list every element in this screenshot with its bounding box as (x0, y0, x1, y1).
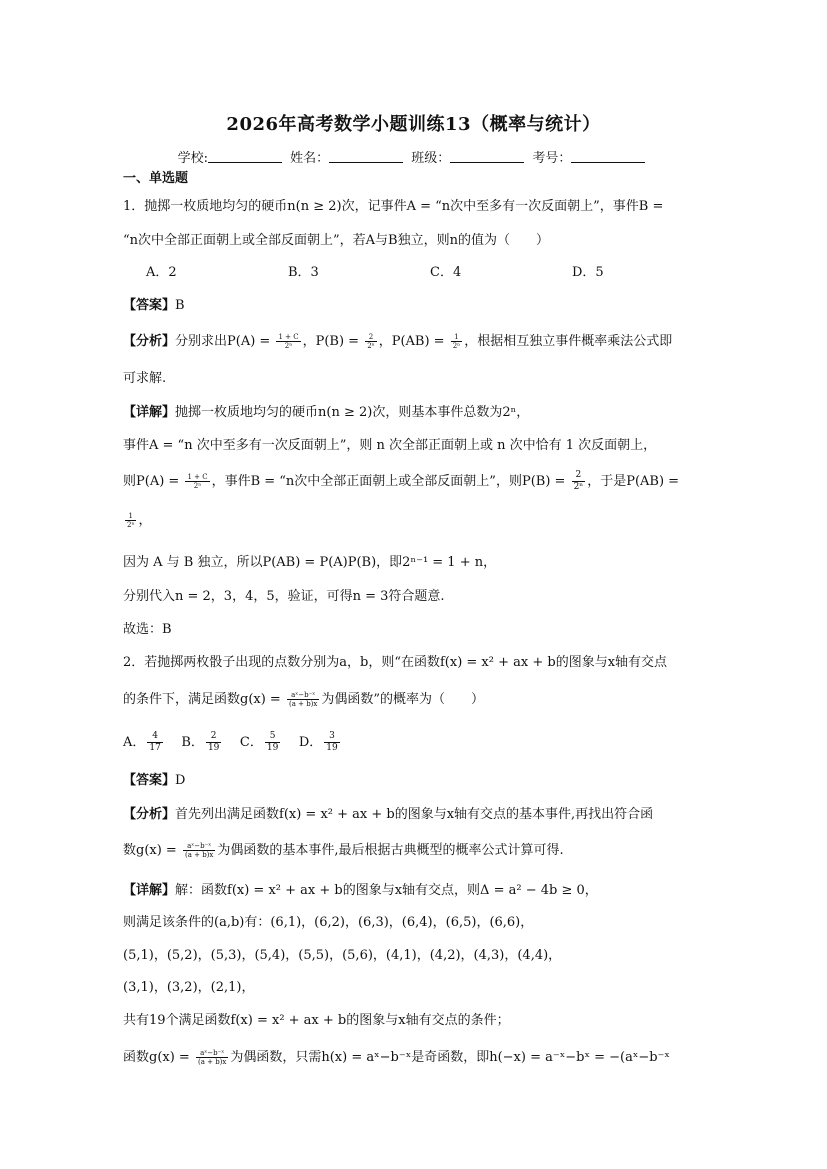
fraction (365, 333, 376, 350)
fraction (276, 333, 300, 350)
fraction-denominator: 19 (326, 743, 338, 753)
school-label: 学校: (177, 151, 208, 166)
fraction-denominator: 2ⁿ (367, 342, 375, 350)
section-heading: 一、单选题 (123, 171, 189, 186)
q2-detail-line-6 (123, 1046, 670, 1066)
fraction-denominator: 17 (149, 743, 161, 753)
number-label: 考号： (532, 151, 572, 166)
fraction (451, 333, 462, 350)
q1-detail-line-3 (123, 470, 679, 493)
class-label: 班级： (411, 151, 451, 166)
analysis-text: 分别求出P(A) = (175, 334, 271, 349)
fraction-denominator: 2ⁿ (284, 342, 293, 350)
fraction (196, 1049, 228, 1066)
class-blank[interactable] (450, 150, 524, 163)
fraction-denominator: 2ⁿ (193, 482, 202, 490)
q2-option-a-label: A． (123, 735, 146, 750)
analysis-tag: 【分析】 (123, 334, 176, 349)
analysis-text: ，P(AB) = (378, 334, 445, 349)
answer-tag: 【答案】 (123, 773, 176, 788)
detail-tag: 【详解】 (123, 405, 176, 420)
q2-option-a-fraction (147, 731, 162, 754)
fraction-denominator: 19 (266, 743, 279, 753)
q1-option-d: D．5 (572, 265, 604, 280)
fraction-numerator: 1 + C (278, 333, 299, 341)
fraction-numerator: 2 (206, 731, 221, 743)
q1-option-a: A．2 (146, 265, 177, 280)
fraction-denominator: 2ⁿ (573, 482, 584, 492)
q1-detail-line-6: 分别代入n = 2，3，4，5，验证，可得n = 3符合题意. (123, 589, 445, 604)
answer-value: B (175, 298, 185, 313)
q2-detail-line-5: 共有19个满足函数f(x) = x² + ax + b的图象与x轴有交点的条件； (123, 1013, 510, 1028)
fraction-numerator: 1 (125, 512, 136, 521)
q1-option-b: B．3 (288, 265, 319, 280)
q1-analysis-line-2: 可求解. (123, 371, 167, 386)
q2-detail-line-3: (5,1)，(5,2)，(5,3)，(5,4)，(5,5)，(5,6)，(4,1)，(4,2)，(4,3)，(4,4)， (123, 948, 562, 963)
fraction-numerator: 3 (324, 731, 339, 743)
fraction-numerator: 1 (451, 333, 462, 342)
fraction-denominator: 2ⁿ (127, 521, 135, 529)
q1-option-c: C．4 (430, 265, 462, 280)
fraction-denominator: 19 (207, 743, 220, 753)
q2-detail-line-2: 则满足该条件的(a,b)有：(6,1)，(6,2)，(6,3)，(6,4)，(6,5)，(6,6)， (123, 915, 534, 930)
school-blank[interactable] (208, 150, 282, 163)
fraction-numerator: 2 (365, 333, 376, 342)
q1-detail-line-4 (123, 509, 152, 529)
q2-option-b-fraction (206, 731, 221, 754)
q2-answer (123, 769, 185, 788)
q1-detail-line-7: 故选：B (123, 622, 172, 637)
q2-option-d-label: D． (298, 735, 323, 750)
detail-tag: 【详解】 (123, 883, 176, 898)
q2-stem-line-1: 2．若抛掷两枚骰子出现的点数分别为a，b，则“在函数f(x) = x² + ax + b的图象与x轴有交点 (123, 655, 668, 670)
q2-detail-line-4: (3,1)，(3,2)，(2,1)， (123, 980, 255, 995)
analysis-tag: 【分析】 (123, 807, 176, 822)
detail-text: 函数g(x) = (123, 1050, 190, 1065)
fraction-numerator: 2 (572, 470, 586, 482)
fraction-numerator: 4 (147, 731, 162, 743)
q1-detail-line-1 (123, 401, 529, 420)
detail-text: ， (138, 513, 152, 528)
detail-text: ，于是P(AB) = (587, 474, 680, 489)
q2-option-c-label: C． (239, 735, 263, 750)
analysis-text: 为偶函数的基本事件,最后根据古典概型的概率公式计算可得. (217, 843, 564, 858)
q2-analysis-line-2 (123, 839, 564, 859)
fraction-denominator: (a + b)x (184, 851, 214, 859)
fraction-numerator: aˣ−b⁻ˣ (287, 691, 319, 700)
name-blank[interactable] (329, 150, 403, 163)
q2-option-d-fraction (324, 731, 339, 754)
analysis-text: ，P(B) = (302, 334, 360, 349)
stem-text: 为偶函数”的概率为（ ） (321, 692, 485, 707)
q1-options (146, 261, 714, 280)
fraction (125, 512, 136, 529)
q1-answer (123, 294, 185, 313)
fraction-numerator: aˣ−b⁻ˣ (183, 842, 215, 851)
fraction-denominator: 2ⁿ (452, 342, 461, 350)
detail-text: 则P(A) = (123, 474, 180, 489)
fraction-denominator: (a + b)x (197, 1058, 227, 1066)
detail-text: 解：函数f(x) = x² + ax + b的图象与x轴有交点，则Δ = a² − 4b ≥ 0， (175, 883, 598, 898)
q2-detail-line-1 (123, 879, 598, 898)
q1-stem-line-2: “n次中全部正面朝上或全部反面朝上”，若A与B独立，则n的值为（ ） (123, 233, 549, 248)
number-blank[interactable] (571, 150, 645, 163)
fraction (183, 842, 215, 859)
fraction-numerator: aˣ−b⁻ˣ (196, 1049, 228, 1058)
q2-stem-line-2 (123, 688, 484, 708)
student-info-row (0, 147, 827, 166)
q2-option-b-label: B． (181, 735, 204, 750)
answer-tag: 【答案】 (123, 298, 176, 313)
page-title: 2026年高考数学小题训练13（概率与统计） (226, 114, 601, 135)
analysis-text: 数g(x) = (123, 843, 177, 858)
q1-detail-line-5: 因为 A 与 B 独立，所以P(AB) = P(A)P(B)，即2ⁿ⁻¹ = 1 + n， (123, 555, 497, 570)
analysis-text: ，根据相互独立事件概率乘法公式即 (464, 334, 673, 349)
detail-text: ，事件B = “n次中全部正面朝上或全部反面朝上”，则P(B) = (211, 474, 566, 489)
fraction-numerator: 1 + C (187, 473, 208, 481)
detail-text: 为偶函数，只需h(x) = aˣ−b⁻ˣ是奇函数，即h(−x) = a⁻ˣ−bˣ = −(aˣ−b⁻ˣ (230, 1050, 670, 1065)
fraction (572, 470, 586, 493)
fraction-denominator: (a + b)x (288, 700, 318, 708)
fraction (185, 473, 209, 490)
q1-detail-line-2: 事件A = “n 次中至多有一次反面朝上”，则 n 次全部正面朝上或 n 次中恰有 1 次反面朝上， (123, 438, 657, 453)
q1-analysis-line-1 (123, 330, 672, 350)
q2-option-c-fraction (265, 731, 280, 754)
q2-options (123, 731, 342, 754)
stem-text: 的条件下，满足函数g(x) = (123, 692, 281, 707)
fraction (287, 691, 319, 708)
name-label: 姓名： (290, 151, 330, 166)
detail-text: 抛掷一枚质地均匀的硬币n(n ≥ 2)次，则基本事件总数为2ⁿ， (175, 405, 530, 420)
q1-stem-line-1: 1．抛掷一枚质地均匀的硬币n(n ≥ 2)次，记事件A = “n次中至多有一次反面朝上”，事件B = (123, 199, 664, 214)
fraction-numerator: 5 (265, 731, 280, 743)
analysis-text: 首先列出满足函数f(x) = x² + ax + b的图象与x轴有交点的基本事件,再找出符合函 (175, 807, 654, 822)
q2-analysis-line-1 (123, 803, 653, 822)
answer-value: D (175, 773, 186, 788)
